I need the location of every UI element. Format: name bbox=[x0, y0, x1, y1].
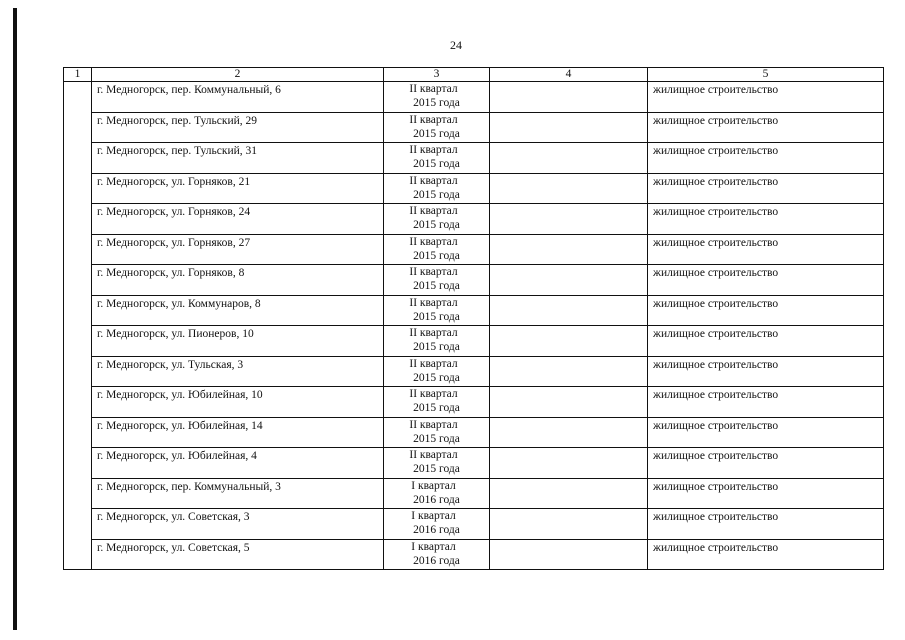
period-year: 2015 года bbox=[413, 432, 460, 445]
period-cell bbox=[384, 478, 490, 509]
period-cell bbox=[384, 234, 490, 265]
column-header-1: 1 bbox=[64, 68, 92, 82]
table-row bbox=[64, 143, 884, 174]
page-number: 24 bbox=[450, 38, 462, 52]
address-cell: г. Медногорск, пер. Тульский, 29 bbox=[92, 112, 384, 143]
column-4-cell bbox=[490, 539, 648, 570]
column-4-cell bbox=[490, 509, 648, 540]
purpose-cell: жилищное строительство bbox=[648, 265, 884, 296]
column-4-cell bbox=[490, 326, 648, 357]
column-4-cell bbox=[490, 448, 648, 479]
page-binding-edge bbox=[13, 8, 17, 630]
purpose-cell: жилищное строительство bbox=[648, 417, 884, 448]
column-4-cell bbox=[490, 387, 648, 418]
table-row bbox=[64, 234, 884, 265]
period-quarter: II квартал bbox=[409, 174, 458, 187]
column-4-cell bbox=[490, 265, 648, 296]
purpose-cell: жилищное строительство bbox=[648, 112, 884, 143]
table-row bbox=[64, 417, 884, 448]
period-year: 2015 года bbox=[413, 402, 460, 414]
period-cell bbox=[384, 173, 490, 204]
table-row bbox=[64, 448, 884, 479]
address-cell: г. Медногорск, ул. Советская, 3 bbox=[92, 509, 384, 540]
period-year: 2015 года bbox=[413, 371, 460, 384]
column-4-cell bbox=[490, 173, 648, 204]
table-row bbox=[64, 478, 884, 509]
period-quarter: II квартал bbox=[409, 357, 458, 370]
purpose-cell: жилищное строительство bbox=[648, 509, 884, 540]
period-year: 2015 года bbox=[413, 127, 460, 140]
column-4-cell bbox=[490, 143, 648, 174]
period-cell bbox=[384, 326, 490, 357]
table-row bbox=[64, 173, 884, 204]
purpose-cell: жилищное строительство bbox=[648, 356, 884, 387]
period-cell bbox=[384, 417, 490, 448]
purpose-cell: жилищное строительство bbox=[648, 234, 884, 265]
column-4-cell bbox=[490, 417, 648, 448]
table-row bbox=[64, 356, 884, 387]
table-row bbox=[64, 204, 884, 235]
column-header-4: 4 bbox=[490, 68, 648, 82]
column-4-cell bbox=[490, 234, 648, 265]
address-cell: г. Медногорск, ул. Тульская, 3 bbox=[92, 356, 384, 387]
table-header-row bbox=[64, 68, 884, 82]
period-cell bbox=[384, 295, 490, 326]
period-cell bbox=[384, 448, 490, 479]
address-cell: г. Медногорск, ул. Пионеров, 10 bbox=[92, 326, 384, 357]
purpose-cell: жилищное строительство bbox=[648, 295, 884, 326]
address-cell: г. Медногорск, ул. Юбилейная, 4 bbox=[92, 448, 384, 479]
period-quarter: II квартал bbox=[409, 296, 458, 309]
column-4-cell bbox=[490, 478, 648, 509]
table-row bbox=[64, 265, 884, 296]
column-header-5: 5 bbox=[648, 68, 884, 82]
period-year: 2015 года bbox=[413, 249, 460, 262]
purpose-cell: жилищное строительство bbox=[648, 539, 884, 570]
table-row bbox=[64, 295, 884, 326]
address-cell: г. Медногорск, пер. Тульский, 31 bbox=[92, 143, 384, 174]
period-year: 2015 года bbox=[413, 310, 460, 323]
period-quarter: II квартал bbox=[409, 418, 458, 431]
column-header-3: 3 bbox=[384, 68, 490, 82]
period-cell bbox=[384, 143, 490, 174]
address-cell: г. Медногорск, ул. Горняков, 8 bbox=[92, 265, 384, 296]
period-cell bbox=[384, 265, 490, 296]
period-cell bbox=[384, 204, 490, 235]
period-quarter: I квартал bbox=[411, 540, 456, 553]
address-cell: г. Медногорск, пер. Коммунальный, 3 bbox=[92, 478, 384, 509]
purpose-cell: жилищное строительство bbox=[648, 387, 884, 418]
period-cell bbox=[384, 82, 490, 113]
column-1-cell bbox=[64, 82, 92, 570]
land-plots-table bbox=[63, 67, 884, 570]
period-quarter: II квартал bbox=[409, 266, 458, 278]
period-year: 2015 года bbox=[413, 97, 460, 109]
address-cell: г. Медногорск, ул. Юбилейная, 10 bbox=[92, 387, 384, 418]
period-cell bbox=[384, 539, 490, 570]
purpose-cell: жилищное строительство bbox=[648, 173, 884, 204]
column-4-cell bbox=[490, 204, 648, 235]
period-year: 2015 года bbox=[413, 463, 460, 475]
purpose-cell: жилищное строительство bbox=[648, 204, 884, 235]
purpose-cell: жилищное строительство bbox=[648, 448, 884, 479]
table-row bbox=[64, 326, 884, 357]
address-cell: г. Медногорск, ул. Коммунаров, 8 bbox=[92, 295, 384, 326]
column-4-cell bbox=[490, 356, 648, 387]
period-quarter: II квартал bbox=[409, 83, 458, 95]
address-cell: г. Медногорск, пер. Коммунальный, 6 bbox=[92, 82, 384, 113]
period-quarter: II квартал bbox=[409, 113, 458, 126]
column-header-2: 2 bbox=[92, 68, 384, 82]
period-year: 2015 года bbox=[413, 158, 460, 170]
purpose-cell: жилищное строительство bbox=[648, 326, 884, 357]
address-cell: г. Медногорск, ул. Горняков, 21 bbox=[92, 173, 384, 204]
address-cell: г. Медногорск, ул. Юбилейная, 14 bbox=[92, 417, 384, 448]
period-cell bbox=[384, 509, 490, 540]
address-cell: г. Медногорск, ул. Горняков, 27 bbox=[92, 234, 384, 265]
period-cell bbox=[384, 112, 490, 143]
period-cell bbox=[384, 387, 490, 418]
period-year: 2016 года bbox=[413, 554, 460, 567]
address-cell: г. Медногорск, ул. Горняков, 24 bbox=[92, 204, 384, 235]
table-row bbox=[64, 82, 884, 113]
purpose-cell: жилищное строительство bbox=[648, 478, 884, 509]
period-quarter: II квартал bbox=[409, 388, 458, 400]
period-quarter: II квартал bbox=[409, 327, 458, 339]
purpose-cell: жилищное строительство bbox=[648, 143, 884, 174]
period-year: 2015 года bbox=[413, 219, 460, 231]
period-year: 2015 года bbox=[413, 341, 460, 353]
period-quarter: II квартал bbox=[409, 205, 458, 217]
period-year: 2016 года bbox=[413, 524, 460, 536]
period-year: 2016 года bbox=[413, 493, 460, 506]
period-quarter: II квартал bbox=[409, 449, 458, 461]
table-body bbox=[64, 68, 884, 570]
period-quarter: I квартал bbox=[411, 510, 456, 522]
table-row bbox=[64, 509, 884, 540]
period-year: 2015 года bbox=[413, 188, 460, 201]
period-quarter: II квартал bbox=[409, 235, 458, 248]
column-4-cell bbox=[490, 295, 648, 326]
period-quarter: II квартал bbox=[409, 144, 458, 156]
table-row bbox=[64, 539, 884, 570]
address-cell: г. Медногорск, ул. Советская, 5 bbox=[92, 539, 384, 570]
period-quarter: I квартал bbox=[411, 479, 456, 492]
period-cell bbox=[384, 356, 490, 387]
table-row bbox=[64, 387, 884, 418]
column-4-cell bbox=[490, 112, 648, 143]
table-row bbox=[64, 112, 884, 143]
column-4-cell bbox=[490, 82, 648, 113]
purpose-cell: жилищное строительство bbox=[648, 82, 884, 113]
period-year: 2015 года bbox=[413, 280, 460, 292]
